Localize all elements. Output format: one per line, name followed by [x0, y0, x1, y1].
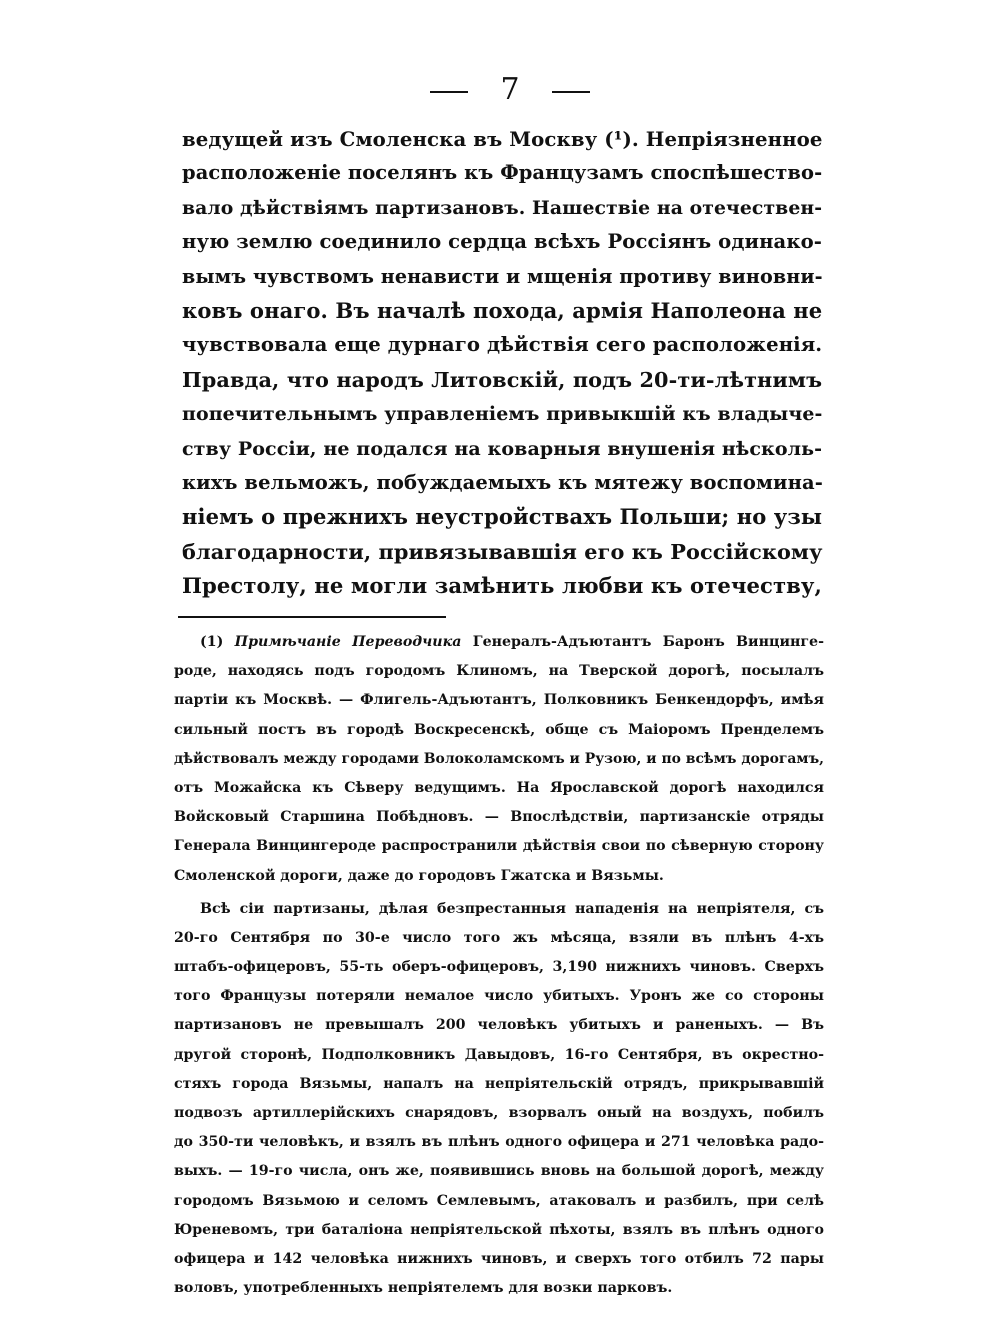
- text-line: ковъ онаго. Въ началѣ похода, армія Наполеона не: [182, 297, 823, 323]
- footnote-line: 20-го Сентября по 30-е число того жъ мѣсяца, взяли въ плѣнъ 4-хъ: [174, 929, 824, 946]
- footnote-divider: [178, 616, 446, 618]
- main-text: [182, 122, 822, 603]
- footnote-line: другой сторонѣ, Подполковникъ Давыдовъ, 16-го Сентября, въ окрестно-: [174, 1046, 824, 1063]
- footnote-line: городомъ Вязьмою и селомъ Семлевымъ, атаковалъ и разбилъ, при селѣ: [174, 1192, 824, 1209]
- footnote-line: Войсковый Старшина Побѣдновъ. — Впослѣдствіи, партизанскіе отряды: [174, 809, 824, 826]
- text-line: попечительнымъ управленіемъ привыкшій къ владыче-: [182, 403, 823, 426]
- text-line: расположеніе поселянъ къ Французамъ споспѣшество-: [182, 161, 823, 185]
- footnote-line: Генерала Винцингероде распространили дѣйствія свои по сѣверную сторону: [174, 838, 824, 855]
- footnote-marker: (1): [200, 634, 224, 650]
- footnote-label: Примѣчаніе Переводчика: [234, 634, 462, 650]
- footnote-first-line-text: Генералъ-Адъютантъ Баронъ Винцинге-: [472, 634, 824, 650]
- footnote-line: штабъ-офицеровъ, 55-ть оберъ-офицеровъ, 3,190 нижнихъ чиновъ. Сверхъ: [174, 959, 824, 976]
- page-header: [0, 72, 1000, 112]
- footnote-line: партіи къ Москвѣ. — Флигель-Адъютантъ, Полковникъ Бенкендорфъ, имѣя: [174, 692, 824, 709]
- footnote-line: офицера и 142 человѣка нижнихъ чиновъ, и сверхъ того отбилъ 72 пары: [174, 1250, 824, 1267]
- footnote-line: до 350-ти человѣкъ, и взялъ въ плѣнъ одного офицера и 271 человѣка радо-: [174, 1134, 824, 1151]
- footnote-line: партизановъ не превышалъ 200 человѣкъ убитыхъ и раненыхъ. — Въ: [174, 1017, 824, 1034]
- footnote-line: Всѣ сіи партизаны, дѣлая безпрестанныя нападенія на непріятеля, съ: [200, 900, 824, 917]
- text-line: кихъ вельможъ, побуждаемыхъ къ мятежу воспомина-: [182, 470, 823, 494]
- footnote-line: дѣйствовалъ между городами Волоколамскомъ и Рузою, и по всѣмъ дорогамъ,: [174, 750, 824, 767]
- text-line: вало дѣйствіямъ партизановъ. Нашествіе на отечествен-: [182, 196, 823, 219]
- footnote-line: выхъ. — 19-го числа, онъ же, появившись вновь на большой дорогѣ, между: [174, 1163, 824, 1180]
- text-line: ведущей изъ Смоленска въ Москву (¹). Непріязненное: [182, 127, 823, 151]
- text-line: чувствовала еще дурнаго дѣйствія сего расположенія.: [182, 333, 823, 357]
- footnote-line: сильный постъ въ городѣ Воскресенскѣ, обще съ Маіоромъ Пренделемъ: [174, 721, 824, 738]
- footnote-line: того Французы потеряли немалое число убитыхъ. Уронъ же со стороны: [174, 988, 824, 1005]
- text-line: Престолу, не могли замѣнить любви къ отечеству,: [182, 573, 822, 599]
- text-line: ніемъ о прежнихъ неустройствахъ Польши; но узы: [182, 504, 823, 530]
- text-line: ству Россіи, не подался на коварныя внушенія нѣсколь-: [182, 437, 823, 460]
- footnote-line: отъ Можайска къ Сѣверу ведущимъ. На Ярославской дорогѣ находился: [174, 779, 824, 796]
- footnotes: [174, 628, 824, 1303]
- header-dash-right: [552, 91, 590, 93]
- text-line: вымъ чувствомъ ненависти и мщенія противу виновни-: [182, 264, 823, 288]
- header-dash-left: [430, 91, 468, 93]
- footnote-line: Юреневомъ, три баталіона непріятельской пѣхоты, взялъ въ плѣнъ одного: [174, 1221, 824, 1238]
- text-line: ную землю соединило сердца всѣхъ Россіянъ одинако-: [182, 230, 822, 254]
- footnote-first-line: [174, 628, 824, 657]
- footnote-line: стяхъ города Вязьмы, напалъ на непріятельскій отрядъ, прикрывавшій: [174, 1075, 824, 1092]
- footnote-line: роде, находясь подъ городомъ Клиномъ, на Тверской дорогѣ, посылалъ: [174, 663, 824, 680]
- page-number: 7: [500, 72, 520, 107]
- footnote-line: Смоленской дороги, даже до городовъ Гжатска и Вязьмы.: [174, 867, 664, 884]
- text-line: благодарности, привязывавшія его къ Россійскому: [182, 538, 823, 564]
- text-line: Правда, что народъ Литовскій, подъ 20-ти-лѣтнимъ: [182, 366, 823, 392]
- footnote-line: подвозъ артиллерійскихъ снарядовъ, взорвалъ оный на воздухъ, побилъ: [174, 1105, 824, 1121]
- footnote-line: воловъ, употребленныхъ непріятелемъ для возки парковъ.: [174, 1280, 673, 1297]
